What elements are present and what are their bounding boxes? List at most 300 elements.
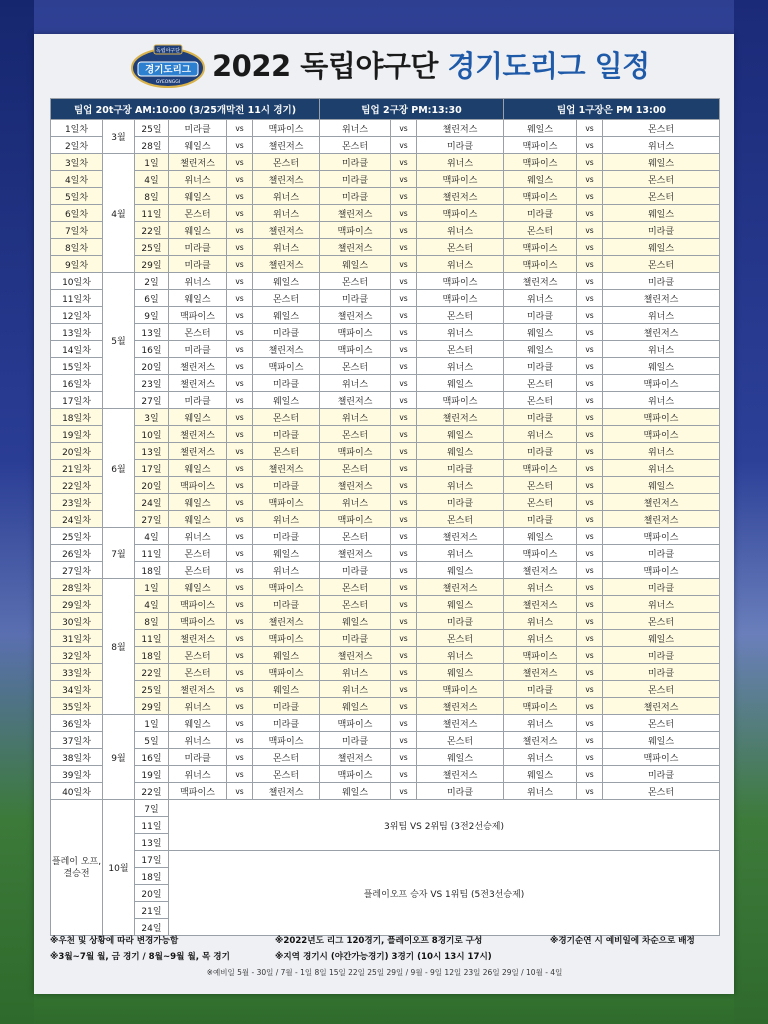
vs-label: vs <box>227 749 253 766</box>
home-team-cell: 미라클 <box>504 443 577 460</box>
vs-label: vs <box>391 664 417 681</box>
vs-label: vs <box>577 732 603 749</box>
away-team-cell: 위너스 <box>417 477 504 494</box>
vs-label: vs <box>227 732 253 749</box>
playoff-date-cell: 21일 <box>135 902 169 919</box>
footer-notes <box>50 934 719 978</box>
date-cell: 19일 <box>135 766 169 783</box>
vs-label: vs <box>577 545 603 562</box>
vs-label: vs <box>391 766 417 783</box>
home-team-cell: 위너스 <box>504 426 577 443</box>
away-team-cell: 위너스 <box>417 324 504 341</box>
date-cell: 22일 <box>135 664 169 681</box>
playoff-round-2-desc: 플레이오프 승자 VS 1위팀 (5전3선승제) <box>169 851 720 936</box>
away-team-cell: 챌린저스 <box>253 613 320 630</box>
day-number-cell: 25일차 <box>51 528 103 545</box>
vs-label: vs <box>577 239 603 256</box>
vs-label: vs <box>227 239 253 256</box>
home-team-cell: 챌린저스 <box>504 664 577 681</box>
vs-label: vs <box>391 188 417 205</box>
vs-label: vs <box>391 494 417 511</box>
day-number-cell: 18일차 <box>51 409 103 426</box>
home-team-cell: 위너스 <box>320 120 391 137</box>
month-cell: 5월 <box>103 273 135 409</box>
home-team-cell: 미라클 <box>169 120 227 137</box>
vs-label: vs <box>391 545 417 562</box>
home-team-cell: 몬스터 <box>169 545 227 562</box>
month-cell: 3월 <box>103 120 135 154</box>
table-row <box>51 715 720 732</box>
away-team-cell: 맥파이스 <box>603 375 720 392</box>
vs-label: vs <box>391 681 417 698</box>
day-number-cell: 39일차 <box>51 766 103 783</box>
home-team-cell: 몬스터 <box>169 664 227 681</box>
away-team-cell: 위너스 <box>253 239 320 256</box>
vs-label: vs <box>577 137 603 154</box>
away-team-cell: 몬스터 <box>253 409 320 426</box>
day-number-cell: 4일차 <box>51 171 103 188</box>
away-team-cell: 미라클 <box>603 545 720 562</box>
table-row <box>51 698 720 715</box>
vs-label: vs <box>391 715 417 732</box>
table-row <box>51 290 720 307</box>
away-team-cell: 미라클 <box>603 766 720 783</box>
home-team-cell: 미라클 <box>320 290 391 307</box>
league-logo-icon <box>130 42 206 90</box>
date-cell: 18일 <box>135 562 169 579</box>
home-team-cell: 몬스터 <box>320 528 391 545</box>
table-row <box>51 664 720 681</box>
vs-label: vs <box>577 647 603 664</box>
home-team-cell: 웨일스 <box>169 494 227 511</box>
home-team-cell: 미라클 <box>169 392 227 409</box>
away-team-cell: 챌린저스 <box>417 715 504 732</box>
away-team-cell: 위너스 <box>603 341 720 358</box>
away-team-cell: 미라클 <box>603 579 720 596</box>
vs-label: vs <box>391 222 417 239</box>
vs-label: vs <box>391 528 417 545</box>
date-cell: 20일 <box>135 477 169 494</box>
home-team-cell: 웨일스 <box>169 460 227 477</box>
vs-label: vs <box>577 324 603 341</box>
vs-label: vs <box>391 647 417 664</box>
vs-label: vs <box>391 137 417 154</box>
vs-label: vs <box>227 630 253 647</box>
day-number-cell: 40일차 <box>51 783 103 800</box>
home-team-cell: 맥파이스 <box>169 596 227 613</box>
away-team-cell: 챌린저스 <box>603 324 720 341</box>
vs-label: vs <box>577 715 603 732</box>
vs-label: vs <box>577 341 603 358</box>
vs-label: vs <box>227 596 253 613</box>
vs-label: vs <box>227 443 253 460</box>
footer-note-weekdays: ※3월~7월 월, 금 경기 / 8월~9월 월, 목 경기 <box>50 952 230 962</box>
home-team-cell: 맥파이스 <box>504 239 577 256</box>
home-team-cell: 위너스 <box>169 273 227 290</box>
table-row <box>51 579 720 596</box>
away-team-cell: 미라클 <box>417 137 504 154</box>
away-team-cell: 챌린저스 <box>417 528 504 545</box>
away-team-cell: 맥파이스 <box>603 562 720 579</box>
schedule-table <box>50 98 720 936</box>
vs-label: vs <box>227 154 253 171</box>
day-number-cell: 19일차 <box>51 426 103 443</box>
home-team-cell: 맥파이스 <box>504 256 577 273</box>
playoff-round-1-desc: 3위팀 VS 2위팀 (3전2선승제) <box>169 800 720 851</box>
day-number-cell: 22일차 <box>51 477 103 494</box>
table-row <box>51 511 720 528</box>
day-number-cell: 16일차 <box>51 375 103 392</box>
away-team-cell: 몬스터 <box>603 783 720 800</box>
playoff-date-cell: 20일 <box>135 885 169 902</box>
vs-label: vs <box>391 579 417 596</box>
table-row <box>51 443 720 460</box>
table-row <box>51 545 720 562</box>
home-team-cell: 챌린저스 <box>320 647 391 664</box>
vs-label: vs <box>227 341 253 358</box>
date-cell: 5일 <box>135 732 169 749</box>
vs-label: vs <box>391 324 417 341</box>
vs-label: vs <box>391 426 417 443</box>
table-row <box>51 307 720 324</box>
logo-main-text: 경기도리그 <box>145 64 191 76</box>
vs-label: vs <box>227 137 253 154</box>
away-team-cell: 위너스 <box>603 392 720 409</box>
vs-label: vs <box>227 511 253 528</box>
date-cell: 13일 <box>135 443 169 460</box>
table-row <box>51 732 720 749</box>
away-team-cell: 위너스 <box>417 222 504 239</box>
day-number-cell: 38일차 <box>51 749 103 766</box>
day-number-cell: 12일차 <box>51 307 103 324</box>
date-cell: 28일 <box>135 137 169 154</box>
table-row <box>51 494 720 511</box>
home-team-cell: 몬스터 <box>169 324 227 341</box>
vs-label: vs <box>227 392 253 409</box>
table-row <box>51 562 720 579</box>
month-cell: 8월 <box>103 579 135 715</box>
home-team-cell: 웨일스 <box>169 188 227 205</box>
date-cell: 1일 <box>135 154 169 171</box>
vs-label: vs <box>577 307 603 324</box>
away-team-cell: 웨일스 <box>253 647 320 664</box>
vs-label: vs <box>577 120 603 137</box>
day-number-cell: 28일차 <box>51 579 103 596</box>
away-team-cell: 챌린저스 <box>603 494 720 511</box>
date-cell: 16일 <box>135 341 169 358</box>
date-cell: 25일 <box>135 681 169 698</box>
away-team-cell: 웨일스 <box>253 307 320 324</box>
home-team-cell: 위너스 <box>504 783 577 800</box>
day-number-cell: 26일차 <box>51 545 103 562</box>
poster-header <box>34 34 734 98</box>
home-team-cell: 미라클 <box>169 749 227 766</box>
playoff-date-cell: 17일 <box>135 851 169 868</box>
home-team-cell: 미라클 <box>320 630 391 647</box>
away-team-cell: 미라클 <box>253 596 320 613</box>
away-team-cell: 웨일스 <box>603 205 720 222</box>
away-team-cell: 몬스터 <box>417 341 504 358</box>
table-row <box>51 477 720 494</box>
playoff-row <box>51 800 720 817</box>
away-team-cell: 위너스 <box>417 154 504 171</box>
home-team-cell: 미라클 <box>504 511 577 528</box>
away-team-cell: 미라클 <box>417 494 504 511</box>
vs-label: vs <box>577 477 603 494</box>
date-cell: 24일 <box>135 494 169 511</box>
vs-label: vs <box>227 324 253 341</box>
away-team-cell: 위너스 <box>417 647 504 664</box>
vs-label: vs <box>577 749 603 766</box>
away-team-cell: 웨일스 <box>603 239 720 256</box>
day-number-cell: 13일차 <box>51 324 103 341</box>
vs-label: vs <box>227 222 253 239</box>
table-row <box>51 613 720 630</box>
day-number-cell: 21일차 <box>51 460 103 477</box>
table-row <box>51 460 720 477</box>
day-number-cell: 29일차 <box>51 596 103 613</box>
away-team-cell: 챌린저스 <box>603 290 720 307</box>
home-team-cell: 위너스 <box>504 715 577 732</box>
table-row <box>51 188 720 205</box>
day-number-cell: 1일차 <box>51 120 103 137</box>
away-team-cell: 맥파이스 <box>253 732 320 749</box>
table-row <box>51 171 720 188</box>
vs-label: vs <box>577 222 603 239</box>
away-team-cell: 웨일스 <box>253 545 320 562</box>
vs-label: vs <box>577 409 603 426</box>
footer-note-regional: ※지역 경기시 (야간가능경기) 3경기 (10시 13시 17시) <box>275 952 492 962</box>
home-team-cell: 몬스터 <box>169 562 227 579</box>
away-team-cell: 맥파이스 <box>603 409 720 426</box>
table-row <box>51 358 720 375</box>
day-number-cell: 35일차 <box>51 698 103 715</box>
home-team-cell: 몬스터 <box>504 494 577 511</box>
home-team-cell: 몬스터 <box>169 205 227 222</box>
home-team-cell: 맥파이스 <box>320 222 391 239</box>
vs-label: vs <box>391 562 417 579</box>
vs-label: vs <box>391 239 417 256</box>
vs-label: vs <box>391 273 417 290</box>
date-cell: 27일 <box>135 511 169 528</box>
vs-label: vs <box>391 375 417 392</box>
vs-label: vs <box>577 596 603 613</box>
away-team-cell: 웨일스 <box>603 358 720 375</box>
away-team-cell: 웨일스 <box>417 664 504 681</box>
footer-reserve-days: ※예비일 5월 - 30일 / 7월 - 1일 8일 15일 22일 25일 29일 / 9월 - 9일 12일 23일 26일 29일 / 10월 - 4일 <box>206 968 563 977</box>
home-team-cell: 챌린저스 <box>504 732 577 749</box>
away-team-cell: 챌린저스 <box>417 766 504 783</box>
home-team-cell: 몬스터 <box>504 375 577 392</box>
day-number-cell: 15일차 <box>51 358 103 375</box>
home-team-cell: 맥파이스 <box>504 647 577 664</box>
away-team-cell: 몬스터 <box>253 290 320 307</box>
home-team-cell: 위너스 <box>504 290 577 307</box>
table-row <box>51 766 720 783</box>
away-team-cell: 챌린저스 <box>417 698 504 715</box>
away-team-cell: 위너스 <box>253 205 320 222</box>
vs-label: vs <box>391 443 417 460</box>
home-team-cell: 챌린저스 <box>320 392 391 409</box>
vs-label: vs <box>227 307 253 324</box>
home-team-cell: 몬스터 <box>320 426 391 443</box>
vs-label: vs <box>227 528 253 545</box>
table-row <box>51 409 720 426</box>
away-team-cell: 미라클 <box>253 426 320 443</box>
away-team-cell: 맥파이스 <box>253 358 320 375</box>
away-team-cell: 위너스 <box>253 511 320 528</box>
home-team-cell: 위너스 <box>504 613 577 630</box>
home-team-cell: 위너스 <box>169 698 227 715</box>
date-cell: 29일 <box>135 256 169 273</box>
home-team-cell: 몬스터 <box>320 137 391 154</box>
home-team-cell: 미라클 <box>504 409 577 426</box>
home-team-cell: 몬스터 <box>320 358 391 375</box>
date-cell: 16일 <box>135 749 169 766</box>
vs-label: vs <box>227 188 253 205</box>
away-team-cell: 미라클 <box>603 273 720 290</box>
vs-label: vs <box>577 375 603 392</box>
home-team-cell: 위너스 <box>320 681 391 698</box>
date-cell: 18일 <box>135 647 169 664</box>
home-team-cell: 맥파이스 <box>504 545 577 562</box>
away-team-cell: 몬스터 <box>603 256 720 273</box>
away-team-cell: 챌린저스 <box>253 783 320 800</box>
away-team-cell: 웨일스 <box>253 681 320 698</box>
home-team-cell: 챌린저스 <box>169 630 227 647</box>
home-team-cell: 웨일스 <box>504 324 577 341</box>
vs-label: vs <box>577 494 603 511</box>
home-team-cell: 챌린저스 <box>320 545 391 562</box>
table-row <box>51 137 720 154</box>
venue-header-3: 팀업 1구장은 PM 13:00 <box>504 99 720 120</box>
away-team-cell: 웨일스 <box>603 732 720 749</box>
vs-label: vs <box>391 511 417 528</box>
day-number-cell: 31일차 <box>51 630 103 647</box>
home-team-cell: 맥파이스 <box>320 715 391 732</box>
vs-label: vs <box>577 613 603 630</box>
home-team-cell: 챌린저스 <box>504 596 577 613</box>
venue-header-row <box>51 99 720 120</box>
day-number-cell: 23일차 <box>51 494 103 511</box>
vs-label: vs <box>391 732 417 749</box>
away-team-cell: 몬스터 <box>417 239 504 256</box>
away-team-cell: 웨일스 <box>253 392 320 409</box>
vs-label: vs <box>577 205 603 222</box>
table-row <box>51 596 720 613</box>
home-team-cell: 맥파이스 <box>320 511 391 528</box>
away-team-cell: 맥파이스 <box>253 579 320 596</box>
vs-label: vs <box>227 681 253 698</box>
away-team-cell: 맥파이스 <box>417 290 504 307</box>
away-team-cell: 웨일스 <box>417 749 504 766</box>
date-cell: 3일 <box>135 409 169 426</box>
vs-label: vs <box>227 698 253 715</box>
vs-label: vs <box>577 443 603 460</box>
home-team-cell: 미라클 <box>169 239 227 256</box>
vs-label: vs <box>577 290 603 307</box>
day-number-cell: 34일차 <box>51 681 103 698</box>
day-number-cell: 10일차 <box>51 273 103 290</box>
away-team-cell: 미라클 <box>603 647 720 664</box>
away-team-cell: 몬스터 <box>603 715 720 732</box>
playoff-date-cell: 24일 <box>135 919 169 936</box>
away-team-cell: 몬스터 <box>603 681 720 698</box>
home-team-cell: 맥파이스 <box>504 698 577 715</box>
day-number-cell: 27일차 <box>51 562 103 579</box>
date-cell: 17일 <box>135 460 169 477</box>
vs-label: vs <box>577 766 603 783</box>
date-cell: 9일 <box>135 307 169 324</box>
away-team-cell: 위너스 <box>417 256 504 273</box>
vs-label: vs <box>577 681 603 698</box>
away-team-cell: 몬스터 <box>417 511 504 528</box>
vs-label: vs <box>391 698 417 715</box>
table-row <box>51 324 720 341</box>
away-team-cell: 챌린저스 <box>417 188 504 205</box>
away-team-cell: 챌린저스 <box>417 409 504 426</box>
day-number-cell: 6일차 <box>51 205 103 222</box>
table-row <box>51 154 720 171</box>
vs-label: vs <box>577 528 603 545</box>
table-row <box>51 528 720 545</box>
footer-note-postpone: ※경기순연 시 예비일에 차순으로 배정 <box>550 936 695 946</box>
date-cell: 13일 <box>135 324 169 341</box>
date-cell: 4일 <box>135 528 169 545</box>
home-team-cell: 챌린저스 <box>169 426 227 443</box>
vs-label: vs <box>227 545 253 562</box>
vs-label: vs <box>391 783 417 800</box>
month-cell: 9월 <box>103 715 135 800</box>
away-team-cell: 챌린저스 <box>253 256 320 273</box>
away-team-cell: 맥파이스 <box>603 426 720 443</box>
day-number-cell: 36일차 <box>51 715 103 732</box>
away-team-cell: 웨일스 <box>253 273 320 290</box>
home-team-cell: 웨일스 <box>504 766 577 783</box>
away-team-cell: 맥파이스 <box>603 528 720 545</box>
vs-label: vs <box>577 358 603 375</box>
away-team-cell: 몬스터 <box>253 766 320 783</box>
vs-label: vs <box>227 766 253 783</box>
home-team-cell: 미라클 <box>320 154 391 171</box>
playoff-date-cell: 7일 <box>135 800 169 817</box>
away-team-cell: 위너스 <box>253 188 320 205</box>
vs-label: vs <box>227 171 253 188</box>
date-cell: 1일 <box>135 715 169 732</box>
away-team-cell: 미라클 <box>253 528 320 545</box>
vs-label: vs <box>391 358 417 375</box>
home-team-cell: 몬스터 <box>504 222 577 239</box>
date-cell: 4일 <box>135 171 169 188</box>
vs-label: vs <box>227 477 253 494</box>
venue-header-1: 팀업 20t구장 AM:10:00 (3/25개막전 11시 경기) <box>51 99 320 120</box>
away-team-cell: 몬스터 <box>253 749 320 766</box>
away-team-cell: 몬스터 <box>603 613 720 630</box>
away-team-cell: 챌린저스 <box>417 120 504 137</box>
home-team-cell: 위너스 <box>320 494 391 511</box>
home-team-cell: 맥파이스 <box>504 460 577 477</box>
home-team-cell: 위너스 <box>169 171 227 188</box>
page-title <box>212 46 650 86</box>
logo-sub-text: GYEONGGI <box>155 80 181 85</box>
away-team-cell: 웨일스 <box>417 375 504 392</box>
home-team-cell: 미라클 <box>504 358 577 375</box>
month-cell: 6월 <box>103 409 135 528</box>
playoff-date-cell: 11일 <box>135 817 169 834</box>
vs-label: vs <box>577 698 603 715</box>
date-cell: 22일 <box>135 783 169 800</box>
away-team-cell: 미라클 <box>253 698 320 715</box>
